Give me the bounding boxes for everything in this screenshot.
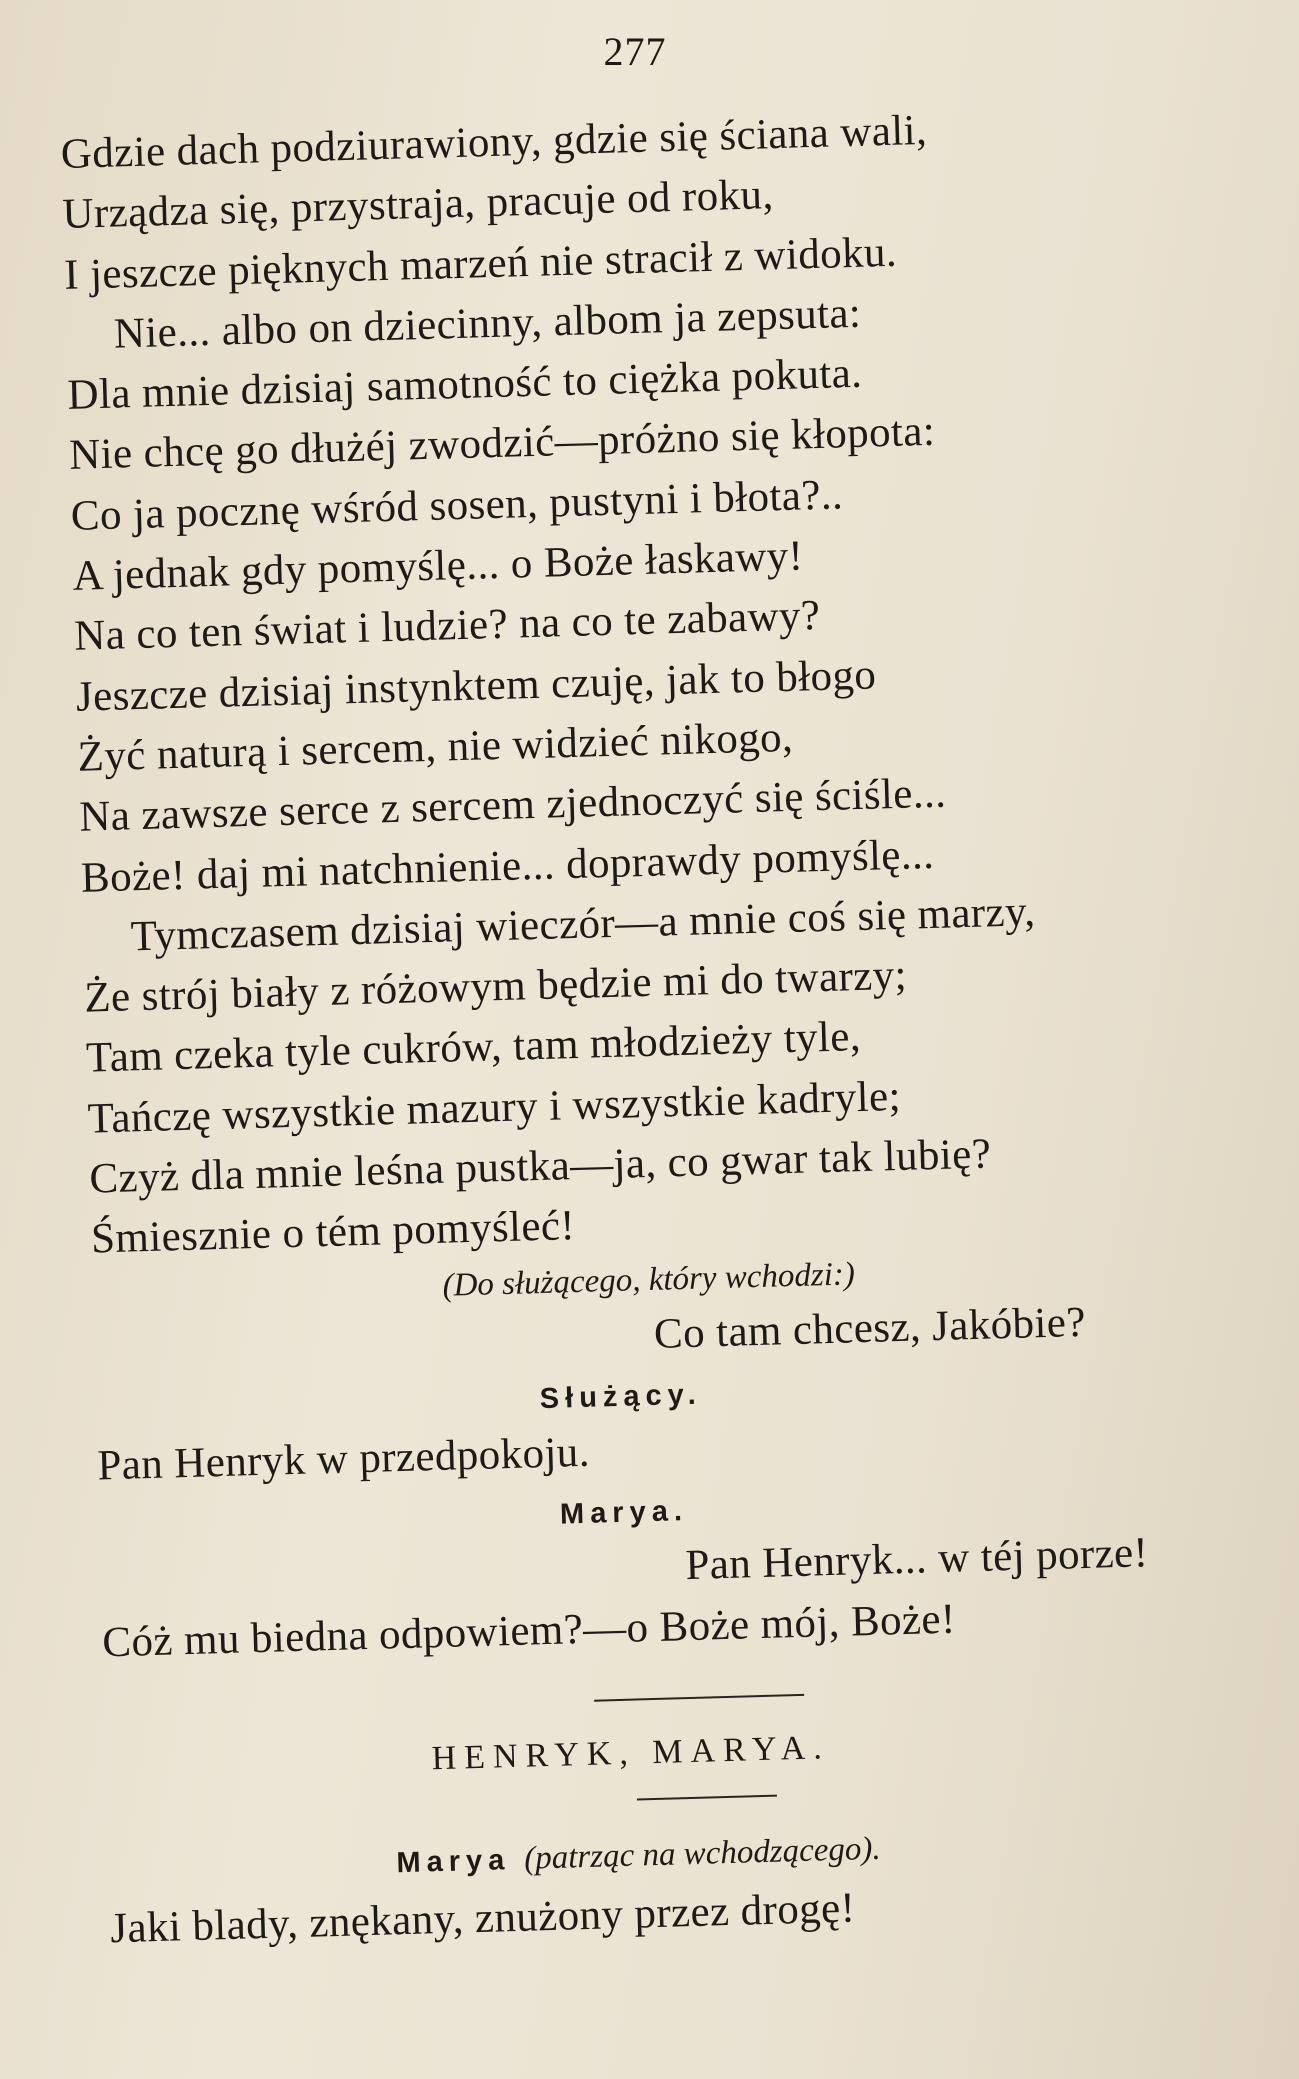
verse-line: Że strój biały z różowym będzie mi do twarzy; xyxy=(83,951,908,1022)
verse-line: Pan Henryk w przedpokoju. xyxy=(96,1428,591,1490)
verse-line: Boże! daj mi natchnienie... doprawdy pomyślę... xyxy=(80,830,935,902)
divider-rule xyxy=(594,1694,804,1702)
verse-line: Żyć naturą i sercem, nie widzieć nikogo, xyxy=(77,713,794,781)
speaker-name: Marya xyxy=(396,1843,511,1880)
verse-line: Co ja pocznę wśród sosen, pustyni i błota?.. xyxy=(70,471,844,540)
stage-direction: (patrząc na wchodzącego). xyxy=(523,1830,882,1877)
verse-line: Śmiesznie o tém pomyśleć! xyxy=(90,1202,576,1263)
speaker-name: Służący. xyxy=(539,1378,703,1416)
verse-line: Cóż mu biedna odpowiem?—o Boże mój, Boże! xyxy=(101,1595,957,1666)
verse-line: Gdzie dach podziurawiony, gdzie się ściana wali, xyxy=(60,106,928,178)
verse-line: Czyż dla mnie leśna pustka—ja, co gwar tak lubię? xyxy=(88,1130,992,1203)
verse-line: Nie... albo on dziecinny, albom ja zepsuta: xyxy=(113,289,862,358)
page-number: 277 xyxy=(603,29,667,74)
divider-rule xyxy=(637,1794,777,1800)
scene-heading: HENRYK, MARYA. xyxy=(431,1728,831,1778)
verse-line: A jednak gdy pomyślę... o Boże łaskawy! xyxy=(71,532,804,600)
verse-line: I jeszcze pięknych marzeń nie stracił z widoku. xyxy=(63,228,898,299)
stage-direction: (Do służącego, który wchodzi:) xyxy=(442,1255,856,1304)
verse-line: Nie chcę go dłużéj zwodzić—próżno się kłopota: xyxy=(68,408,936,480)
verse-body xyxy=(60,92,1281,1959)
verse-line: Jeszcze dzisiaj instynktem czuję, jak to błogo xyxy=(75,651,877,721)
verse-line: Na zawsze serce z sercem zjednoczyć się ściśle... xyxy=(78,769,947,841)
verse-line: Co tam chcesz, Jakóbie? xyxy=(653,1298,1087,1358)
speaker-name: Marya. xyxy=(559,1495,689,1531)
verse-line: Tańczę wszystkie mazury i wszystkie kadryle; xyxy=(87,1072,902,1143)
verse-line: Urządza się, przystraja, pracuje od roku, xyxy=(61,171,775,239)
verse-line: Na co ten świat i ludzie? na co te zabawy? xyxy=(73,592,821,661)
verse-line: Tymczasem dzisiaj wieczór—a mnie coś się marzy, xyxy=(130,887,1036,961)
verse-line: Dla mnie dzisiaj samotność to ciężka pokuta. xyxy=(66,349,863,420)
verse-line: Pan Henryk... w téj porze! xyxy=(684,1529,1149,1590)
verse-line: Tam czeka tyle cukrów, tam młodzieży tyle, xyxy=(85,1013,862,1083)
verse-line: Jaki blady, znękany, znużony przez drogę! xyxy=(109,1884,856,1953)
